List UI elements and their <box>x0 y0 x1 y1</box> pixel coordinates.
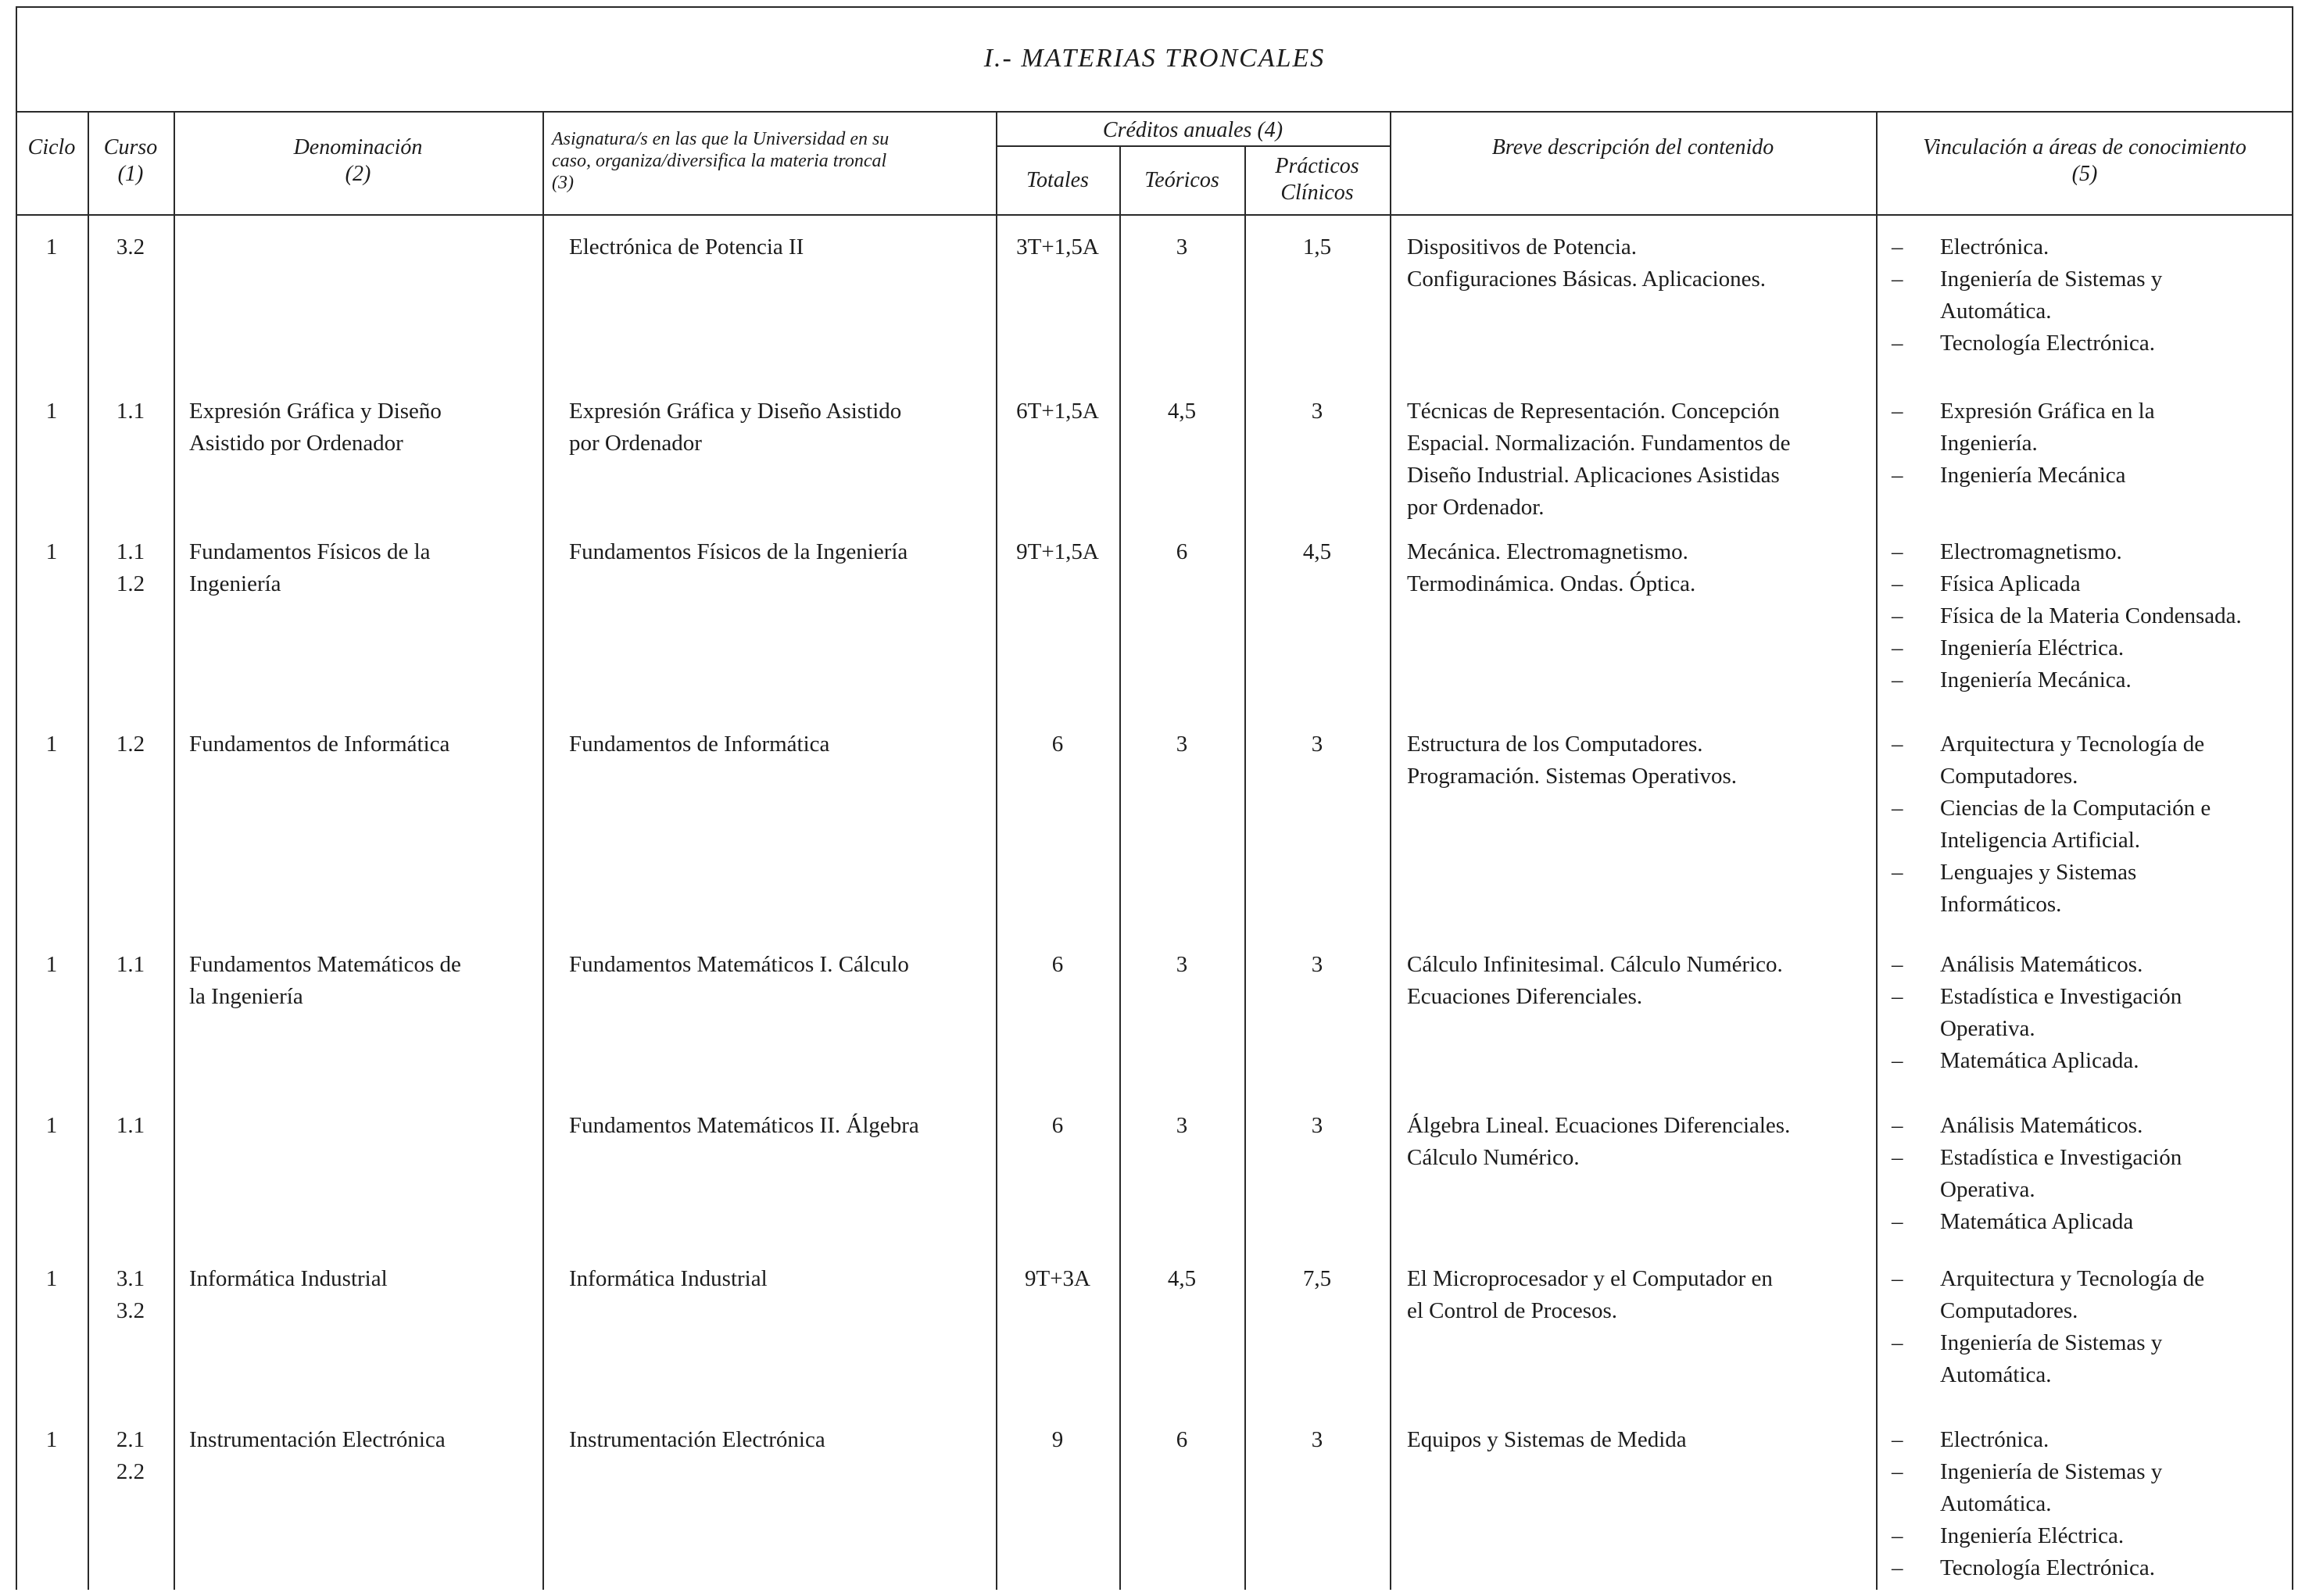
cell-denominacion-line: Instrumentación Electrónica <box>189 1427 446 1452</box>
header-vinculacion <box>1876 134 2293 188</box>
area-item-line: Informáticos. <box>1940 892 2062 917</box>
cell-teoricos-line: 6 <box>1176 539 1188 564</box>
cell-totales-line: 9T+1,5A <box>1016 539 1099 564</box>
area-item-line: – Electromagnetismo. <box>1940 539 2122 564</box>
cell-ciclo <box>16 1263 88 1295</box>
cell-denominacion-line: Ingeniería <box>189 571 281 596</box>
cell-descripcion <box>1407 728 1873 793</box>
header-vinculacion-label: Vinculación a áreas de conocimiento <box>1923 135 2246 159</box>
rule-header-bottom <box>16 214 2293 216</box>
areas-list <box>1892 1263 2290 1391</box>
cell-totales-line: 6 <box>1051 1113 1064 1138</box>
cell-descripcion-line: Espacial. Normalización. Fundamentos de <box>1407 431 1791 456</box>
cell-teoricos <box>1119 536 1244 568</box>
header-practicos <box>1244 153 1390 206</box>
area-item <box>1892 728 2290 793</box>
cell-ciclo-line: 1 <box>45 952 58 977</box>
cell-areas <box>1892 395 2290 492</box>
cell-ciclo <box>16 1110 88 1142</box>
cell-practicos <box>1244 231 1390 263</box>
area-item-line: – Estadística e Investigación <box>1940 984 2182 1009</box>
cell-descripcion-line: El Microprocesador y el Computador en <box>1407 1266 1773 1291</box>
area-item-line: Automática. <box>1940 299 2052 324</box>
areas-list <box>1892 728 2290 921</box>
area-item-line: – Electrónica. <box>1940 1427 2049 1452</box>
cell-asignatura-line: Electrónica de Potencia II <box>569 234 804 259</box>
header-denominacion-label: Denominación <box>293 135 423 159</box>
cell-descripcion-line: Estructura de los Computadores. <box>1407 732 1703 757</box>
cell-denominacion-line: Fundamentos Matemáticos de <box>189 952 461 977</box>
cell-areas <box>1892 1424 2290 1584</box>
header-asignatura <box>552 128 990 194</box>
col-rule-3 <box>542 113 544 1590</box>
cell-descripcion-line: Diseño Industrial. Aplicaciones Asistidas <box>1407 463 1780 488</box>
cell-descripcion <box>1407 1263 1873 1327</box>
area-item <box>1892 460 2290 492</box>
cell-denominacion <box>189 949 541 1013</box>
cell-teoricos <box>1119 231 1244 263</box>
cell-ciclo <box>16 1424 88 1456</box>
cell-ciclo <box>16 395 88 428</box>
col-rule-4 <box>996 113 997 1590</box>
area-item-line: Computadores. <box>1940 764 2078 789</box>
cell-ciclo <box>16 949 88 981</box>
cell-asignatura-line: Informática Industrial <box>569 1266 768 1291</box>
area-item <box>1892 1424 2290 1456</box>
area-item-line: Operativa. <box>1940 1177 2035 1202</box>
cell-denominacion <box>189 1263 541 1295</box>
cell-curso <box>88 1263 174 1327</box>
area-item-line: – Análisis Matemáticos. <box>1940 952 2143 977</box>
cell-denominacion-line: Fundamentos Físicos de la <box>189 539 431 564</box>
cell-practicos <box>1244 1263 1390 1295</box>
cell-curso-line: 1.1 <box>116 399 145 424</box>
cell-descripcion-line: Mecánica. Electromagnetismo. <box>1407 539 1688 564</box>
cell-areas <box>1892 536 2290 696</box>
header-teoricos: Teóricos <box>1144 168 1219 192</box>
area-item <box>1892 1045 2290 1077</box>
area-item-line: – Análisis Matemáticos. <box>1940 1113 2143 1138</box>
cell-totales-line: 9T+3A <box>1024 1266 1090 1291</box>
cell-asignatura <box>569 1263 991 1295</box>
col-rule-6 <box>1244 145 1246 1590</box>
cell-ciclo-line: 1 <box>45 234 58 259</box>
area-item <box>1892 664 2290 696</box>
header-asignatura-line2: caso, organiza/diversifica la materia troncal <box>552 151 887 171</box>
cell-ciclo <box>16 728 88 760</box>
cell-curso-line: 3.2 <box>116 234 145 259</box>
cell-teoricos <box>1119 949 1244 981</box>
cell-teoricos <box>1119 728 1244 760</box>
cell-descripcion-line: por Ordenador. <box>1407 495 1545 520</box>
area-item <box>1892 793 2290 857</box>
cell-denominacion-line: Asistido por Ordenador <box>189 431 403 456</box>
cell-teoricos <box>1119 1424 1244 1456</box>
rule-creditos <box>996 145 1390 147</box>
cell-practicos <box>1244 728 1390 760</box>
cell-curso-line: 2.1 <box>116 1427 145 1452</box>
cell-teoricos-line: 3 <box>1176 234 1188 259</box>
header-totales: Totales <box>1026 168 1089 192</box>
cell-descripcion <box>1407 395 1873 524</box>
area-item <box>1892 1327 2290 1391</box>
area-item-line: Automática. <box>1940 1491 2052 1516</box>
cell-ciclo <box>16 536 88 568</box>
col-rule-2 <box>174 113 175 1590</box>
cell-practicos <box>1244 395 1390 428</box>
cell-practicos <box>1244 949 1390 981</box>
cell-teoricos-line: 3 <box>1176 952 1188 977</box>
area-item-line: – Ingeniería de Sistemas y <box>1940 1330 2163 1355</box>
areas-list <box>1892 231 2290 360</box>
cell-denominacion-line: Fundamentos de Informática <box>189 732 450 757</box>
cell-practicos-line: 7,5 <box>1302 1266 1332 1291</box>
header-vinculacion-note: (5) <box>2071 162 2098 186</box>
cell-teoricos-line: 4,5 <box>1167 1266 1197 1291</box>
cell-descripcion <box>1407 949 1873 1013</box>
cell-asignatura-line: Fundamentos Matemáticos II. Álgebra <box>569 1113 919 1138</box>
area-item <box>1892 632 2290 664</box>
cell-asignatura-line: Fundamentos Físicos de la Ingeniería <box>569 539 908 564</box>
cell-curso <box>88 949 174 981</box>
cell-denominacion-line: Expresión Gráfica y Diseño <box>189 399 442 424</box>
area-item-line: Operativa. <box>1940 1016 2035 1041</box>
cell-totales <box>996 395 1119 428</box>
cell-totales <box>996 1263 1119 1295</box>
areas-list <box>1892 1424 2290 1584</box>
cell-curso-line: 1.1 <box>116 539 145 564</box>
area-item-line: Automática. <box>1940 1362 2052 1387</box>
area-item-line: – Ingeniería de Sistemas y <box>1940 1459 2163 1484</box>
header-asignatura-note: (3) <box>552 173 574 193</box>
cell-asignatura <box>569 728 991 760</box>
areas-list <box>1892 1110 2290 1238</box>
col-rule-1 <box>88 113 89 1590</box>
cell-practicos-line: 3 <box>1311 1427 1323 1452</box>
cell-totales-line: 9 <box>1051 1427 1064 1452</box>
cell-denominacion <box>189 395 541 460</box>
cell-asignatura-line: Fundamentos Matemáticos I. Cálculo <box>569 952 909 977</box>
cell-denominacion <box>189 728 541 760</box>
cell-descripcion <box>1407 231 1873 295</box>
cell-descripcion-line: Cálculo Infinitesimal. Cálculo Numérico. <box>1407 952 1783 977</box>
area-item <box>1892 949 2290 981</box>
cell-totales-line: 6T+1,5A <box>1016 399 1099 424</box>
title-text: I.- MATERIAS TRONCALES <box>983 44 1326 73</box>
cell-asignatura-line: Expresión Gráfica y Diseño Asistido <box>569 399 902 424</box>
cell-descripcion-line: Configuraciones Básicas. Aplicaciones. <box>1407 267 1767 292</box>
cell-totales <box>996 728 1119 760</box>
area-item <box>1892 1263 2290 1327</box>
cell-asignatura-line: Instrumentación Electrónica <box>569 1427 825 1452</box>
cell-asignatura <box>569 231 991 263</box>
area-item <box>1892 1552 2290 1584</box>
area-item-line: – Ingeniería Eléctrica. <box>1940 1523 2125 1548</box>
cell-practicos <box>1244 1110 1390 1142</box>
area-item-line: – Ciencias de la Computación e <box>1940 796 2211 821</box>
cell-curso-line: 2.2 <box>116 1459 145 1484</box>
cell-practicos-line: 4,5 <box>1302 539 1332 564</box>
area-item-line: – Electrónica. <box>1940 234 2049 259</box>
cell-teoricos-line: 3 <box>1176 732 1188 757</box>
area-item <box>1892 1110 2290 1142</box>
cell-denominacion-line: Informática Industrial <box>189 1266 388 1291</box>
cell-asignatura-line: Fundamentos de Informática <box>569 732 830 757</box>
area-item-line: – Arquitectura y Tecnología de <box>1940 732 2205 757</box>
header-ciclo: Ciclo <box>27 135 76 159</box>
cell-ciclo-line: 1 <box>45 1427 58 1452</box>
header-asignatura-line1: Asignatura/s en las que la Universidad en su <box>552 129 890 149</box>
area-item-line: – Tecnología Electrónica. <box>1940 1555 2155 1580</box>
cell-asignatura <box>569 1110 991 1142</box>
area-item-line: Computadores. <box>1940 1298 2078 1323</box>
header-curso-label: Curso <box>103 135 158 159</box>
areas-list <box>1892 949 2290 1077</box>
cell-areas <box>1892 728 2290 921</box>
cell-descripcion-line: Dispositivos de Potencia. <box>1407 234 1638 259</box>
areas-list <box>1892 395 2290 492</box>
area-item <box>1892 1456 2290 1520</box>
cell-practicos-line: 3 <box>1311 732 1323 757</box>
header-curso <box>88 134 174 188</box>
area-item <box>1892 600 2290 632</box>
cell-areas <box>1892 1263 2290 1391</box>
cell-descripcion-line: Termodinámica. Ondas. Óptica. <box>1407 571 1696 596</box>
cell-totales <box>996 536 1119 568</box>
area-item-line: – Física Aplicada <box>1940 571 2081 596</box>
cell-teoricos-line: 6 <box>1176 1427 1188 1452</box>
cell-totales <box>996 231 1119 263</box>
cell-asignatura <box>569 1424 991 1456</box>
cell-descripcion <box>1407 1424 1873 1456</box>
area-item <box>1892 981 2290 1045</box>
area-item-line: – Ingeniería Eléctrica. <box>1940 635 2125 660</box>
header-denominacion-note: (2) <box>345 162 371 186</box>
cell-descripcion <box>1407 536 1873 600</box>
area-item-line: – Matemática Aplicada. <box>1940 1048 2139 1073</box>
cell-curso-line: 1.2 <box>116 732 145 757</box>
cell-descripcion-line: Cálculo Numérico. <box>1407 1145 1580 1170</box>
cell-totales-line: 6 <box>1051 952 1064 977</box>
col-rule-5 <box>1119 145 1121 1590</box>
cell-practicos <box>1244 536 1390 568</box>
cell-curso-line: 1.2 <box>116 571 145 596</box>
cell-teoricos-line: 4,5 <box>1167 399 1197 424</box>
area-item-line: – Ingeniería Mecánica. <box>1940 667 2132 692</box>
cell-descripcion-line: el Control de Procesos. <box>1407 1298 1618 1323</box>
cell-practicos-line: 3 <box>1311 1113 1323 1138</box>
area-item <box>1892 231 2290 263</box>
area-item <box>1892 857 2290 921</box>
cell-teoricos <box>1119 1263 1244 1295</box>
cell-practicos-line: 1,5 <box>1302 234 1332 259</box>
cell-ciclo-line: 1 <box>45 1113 58 1138</box>
cell-ciclo-line: 1 <box>45 399 58 424</box>
cell-curso-line: 3.1 <box>116 1266 145 1291</box>
cell-teoricos <box>1119 395 1244 428</box>
cell-ciclo <box>16 231 88 263</box>
cell-descripcion-line: Programación. Sistemas Operativos. <box>1407 764 1738 789</box>
cell-curso-line: 1.1 <box>116 1113 145 1138</box>
cell-ciclo-line: 1 <box>45 732 58 757</box>
area-item-line: – Física de la Materia Condensada. <box>1940 603 2242 628</box>
cell-descripcion-line: Equipos y Sistemas de Medida <box>1407 1427 1687 1452</box>
area-item-line: Ingeniería. <box>1940 431 2038 456</box>
cell-areas <box>1892 1110 2290 1238</box>
cell-asignatura-line: por Ordenador <box>569 431 702 456</box>
cell-practicos-line: 3 <box>1311 399 1323 424</box>
cell-areas <box>1892 949 2290 1077</box>
header-descripcion: Breve descripción del contenido <box>1491 135 1774 159</box>
area-item-line: – Matemática Aplicada <box>1940 1209 2134 1234</box>
cell-totales <box>996 1424 1119 1456</box>
area-item-line: – Arquitectura y Tecnología de <box>1940 1266 2205 1291</box>
area-item-line: – Ingeniería de Sistemas y <box>1940 267 2163 292</box>
area-item-line: – Tecnología Electrónica. <box>1940 331 2155 356</box>
cell-ciclo-line: 1 <box>45 539 58 564</box>
cell-curso <box>88 536 174 600</box>
area-item <box>1892 1520 2290 1552</box>
cell-totales-line: 6 <box>1051 732 1064 757</box>
header-denominacion <box>174 134 542 188</box>
header-creditos: Créditos anuales (4) <box>1102 118 1283 142</box>
cell-areas <box>1892 231 2290 360</box>
cell-practicos <box>1244 1424 1390 1456</box>
area-item-line: – Ingeniería Mecánica <box>1940 463 2126 488</box>
cell-curso <box>88 1424 174 1488</box>
areas-list <box>1892 536 2290 696</box>
cell-descripcion <box>1407 1110 1873 1174</box>
cell-denominacion-line: la Ingeniería <box>189 984 303 1009</box>
cell-curso <box>88 1110 174 1142</box>
cell-totales-line: 3T+1,5A <box>1016 234 1099 259</box>
cell-asignatura <box>569 949 991 981</box>
area-item-line: Inteligencia Artificial. <box>1940 828 2141 853</box>
area-item <box>1892 536 2290 568</box>
col-rule-7 <box>1390 113 1391 1590</box>
cell-descripcion-line: Técnicas de Representación. Concepción <box>1407 399 1780 424</box>
header-practicos-line1: Prácticos <box>1275 154 1359 178</box>
cell-totales <box>996 1110 1119 1142</box>
cell-teoricos-line: 3 <box>1176 1113 1188 1138</box>
area-item <box>1892 395 2290 460</box>
area-item-line: – Estadística e Investigación <box>1940 1145 2182 1170</box>
area-item <box>1892 327 2290 360</box>
col-rule-8 <box>1876 113 1878 1590</box>
cell-curso-line: 3.2 <box>116 1298 145 1323</box>
cell-curso-line: 1.1 <box>116 952 145 977</box>
area-item-line: – Lenguajes y Sistemas <box>1940 860 2137 885</box>
header-curso-note: (1) <box>117 162 144 186</box>
cell-totales <box>996 949 1119 981</box>
cell-practicos-line: 3 <box>1311 952 1323 977</box>
area-item <box>1892 1206 2290 1238</box>
cell-asignatura <box>569 536 991 568</box>
cell-denominacion <box>189 536 541 600</box>
header-practicos-line2: Clínicos <box>1280 181 1354 205</box>
cell-teoricos <box>1119 1110 1244 1142</box>
cell-curso <box>88 231 174 263</box>
cell-ciclo-line: 1 <box>45 1266 58 1291</box>
cell-descripcion-line: Álgebra Lineal. Ecuaciones Diferenciales. <box>1407 1113 1791 1138</box>
area-item <box>1892 263 2290 327</box>
cell-curso <box>88 395 174 428</box>
cell-descripcion-line: Ecuaciones Diferenciales. <box>1407 984 1643 1009</box>
page-title <box>16 6 2293 113</box>
area-item <box>1892 568 2290 600</box>
cell-curso <box>88 728 174 760</box>
area-item-line: – Expresión Gráfica en la <box>1940 399 2155 424</box>
area-item <box>1892 1142 2290 1206</box>
cell-asignatura <box>569 395 991 460</box>
cell-denominacion <box>189 1424 541 1456</box>
